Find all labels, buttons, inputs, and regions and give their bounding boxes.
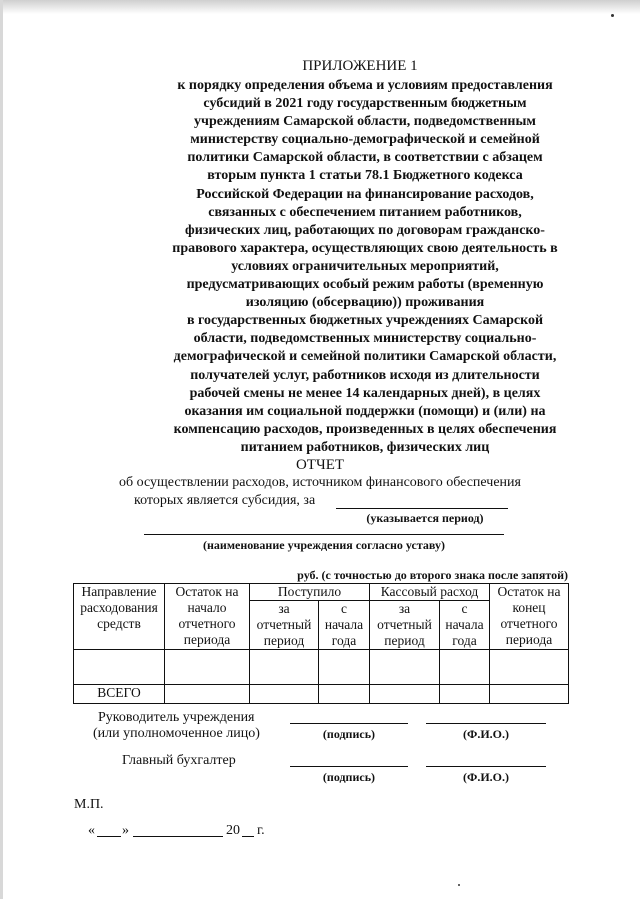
accountant-name-line <box>426 766 546 767</box>
appendix-line: предусматривающих особый режим работы (временную <box>186 277 544 293</box>
header-end-balance: Остаток на конец отчетного периода <box>490 584 569 650</box>
appendix-line: оказания им социальной поддержки (помощи) и (или) на <box>184 403 546 419</box>
institution-blank-line <box>144 534 504 535</box>
appendix-line: учреждениям Самарской области, подведомственным <box>194 114 536 130</box>
appendix-subtitle <box>165 77 565 457</box>
header-cash-expense: Кассовый расход <box>370 584 490 601</box>
table-cell <box>319 685 370 704</box>
date-quote-close: » <box>122 823 129 838</box>
scan-top-edge <box>0 0 640 14</box>
appendix-line: в государственных бюджетных учреждениях Самарской <box>186 313 544 329</box>
appendix-title: ПРИЛОЖЕНИЕ 1 <box>302 58 418 74</box>
head-signature-line <box>290 723 408 724</box>
appendix-line: правового характера, осуществляющих свою деятельность в <box>172 240 558 256</box>
appendix-line: к порядку определения объема и условиям предоставления <box>177 78 553 93</box>
subheader-received-year: с начала года <box>319 601 370 650</box>
table-cell <box>74 650 165 685</box>
appendix-line: связанных с обеспечением питанием работников, <box>208 204 522 220</box>
report-subtitle-line: которых является субсидия, за <box>134 493 316 508</box>
appendix-line: демографической и семейной политики Самарской области, <box>173 349 557 365</box>
appendix-line: области, подведомственных министерству социально- <box>193 331 537 347</box>
appendix-line: условиях ограничительных мероприятий, <box>231 258 499 274</box>
appendix-line: рабочей смены не менее 14 календарных дней), в целях <box>189 385 541 401</box>
table-cell <box>490 650 569 685</box>
accountant-title: Главный бухгалтер <box>122 753 236 768</box>
date-quote-open: « <box>88 823 95 838</box>
report-title: ОТЧЕТ <box>295 457 345 473</box>
table-cell <box>370 685 440 704</box>
appendix-line: министерству социально-демографической и семейной <box>190 132 540 148</box>
table-cell <box>250 650 319 685</box>
accountant-signature-hint: (подпись) <box>322 770 376 784</box>
date-year-line <box>242 836 254 837</box>
head-name-line <box>426 723 546 724</box>
subheader-cash-year: с начала года <box>440 601 490 650</box>
subheader-received-period: за отчетный период <box>250 601 319 650</box>
appendix-line: политики Самарской области, в соответствии с абзацем <box>187 150 543 166</box>
table-cell <box>490 685 569 704</box>
units-note: руб. (с точностью до второго знака после запятой) <box>297 568 568 582</box>
table-cell <box>250 685 319 704</box>
table-row <box>74 650 569 685</box>
appendix-line: физических лиц, работающих по договорам гражданско- <box>185 222 545 238</box>
header-direction: Направление расходования средств <box>74 584 165 650</box>
appendix-line: компенсацию расходов, произведенных в целях обеспечения <box>173 421 557 437</box>
subheader-cash-period: за отчетный период <box>370 601 440 650</box>
institution-hint: (наименование учреждения согласно уставу) <box>203 538 445 552</box>
header-start-balance: Остаток на начало отчетного периода <box>165 584 250 650</box>
head-signature-hint: (подпись) <box>322 727 376 741</box>
seal-mark: М.П. <box>74 797 104 812</box>
table-cell <box>165 685 250 704</box>
appendix-line: получателей услуг, работников исходя из длительности <box>190 367 540 383</box>
table-header-row <box>74 584 569 601</box>
report-subtitle-line: об осуществлении расходов, источником финансового обеспечения <box>119 475 521 490</box>
table-cell <box>165 650 250 685</box>
table-cell <box>319 650 370 685</box>
period-blank-line <box>336 508 508 509</box>
table-cell <box>370 650 440 685</box>
appendix-line: изоляцию (обсервацию)) проживания <box>245 295 485 311</box>
scan-speck <box>611 14 614 17</box>
date-year-suffix: г. <box>257 823 265 838</box>
appendix-line: вторым пункта 1 статьи 78.1 Бюджетного кодекса <box>207 168 523 184</box>
period-hint: (указывается период) <box>366 511 484 525</box>
appendix-line: субсидий в 2021 году государственным бюджетным <box>203 96 527 112</box>
appendix-line: питанием работников, физических лиц <box>240 439 490 455</box>
head-name-hint: (Ф.И.О.) <box>463 727 509 741</box>
scan-left-edge <box>0 0 3 899</box>
accountant-name-hint: (Ф.И.О.) <box>463 770 509 784</box>
table-cell <box>440 685 490 704</box>
appendix-line: Российской Федерации на финансирование расходов, <box>196 186 534 202</box>
total-label: ВСЕГО <box>74 685 165 704</box>
head-title-alt: (или уполномоченное лицо) <box>93 726 260 741</box>
header-received: Поступило <box>250 584 370 601</box>
date-year-prefix: 20 <box>226 823 240 838</box>
head-title: Руководитель учреждения <box>98 710 255 725</box>
date-month-line <box>133 836 223 837</box>
table-cell <box>440 650 490 685</box>
table-total-row <box>74 685 569 704</box>
report-table <box>73 583 569 704</box>
date-day-line <box>97 836 121 837</box>
scan-speck <box>458 884 460 886</box>
accountant-signature-line <box>290 766 408 767</box>
